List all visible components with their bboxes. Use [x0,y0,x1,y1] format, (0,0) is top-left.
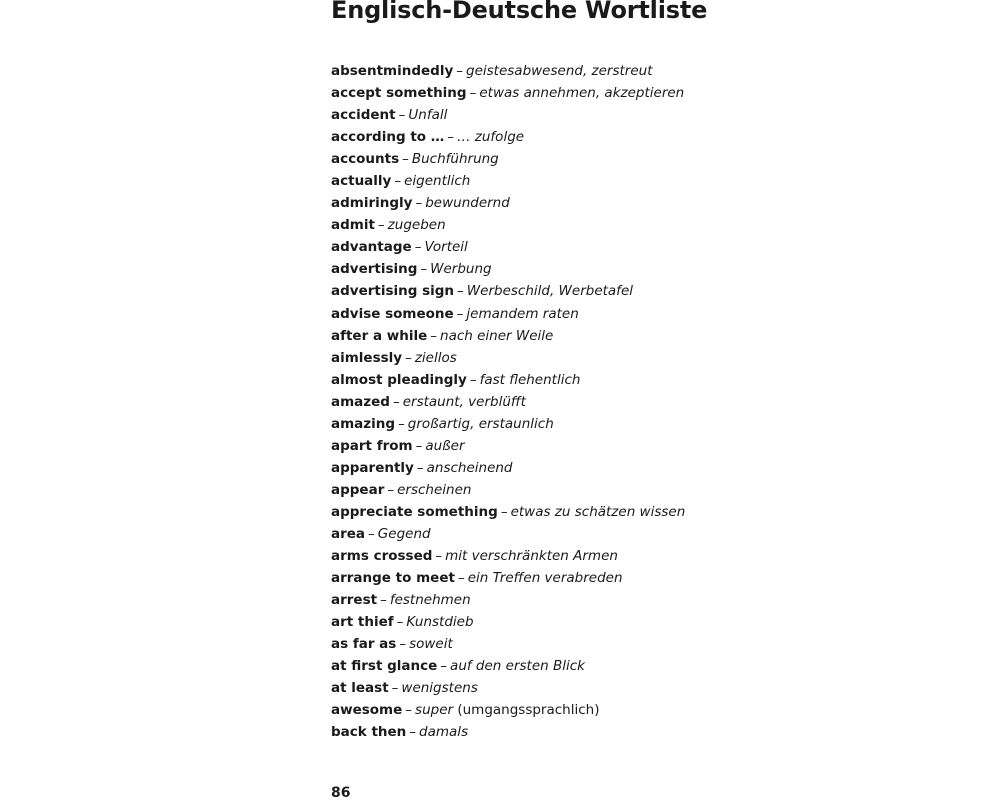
entry-translation: … zufolge [457,129,525,146]
entry-translation: Vorteil [424,239,468,256]
entry-translation: auf den ersten Blick [450,658,585,675]
entry-translation: Werbeschild, Werbetafel [466,283,633,300]
list-item [331,214,685,236]
list-item [331,633,685,655]
list-item [331,545,685,567]
list-item [331,104,685,126]
entry-term: accident [331,107,396,124]
entry-translation: etwas annehmen, akzeptieren [479,85,685,102]
entry-term: after a while [331,327,428,344]
entry-translation: festnehmen [389,592,471,609]
entry-term: admit [331,217,375,234]
entry-term: advantage [331,239,412,256]
entry-translation: ein Treffen verabreden [467,570,623,587]
entry-separator: – [391,680,399,697]
entry-translation: Kunstdieb [406,614,474,631]
word-list [331,60,685,743]
entry-translation: wenigstens [401,680,478,697]
entry-term: accept something [331,85,467,102]
list-item [331,391,685,413]
entry-term: arms crossed [331,548,433,565]
list-item [331,82,685,104]
list-item [331,413,685,435]
entry-term: advertising [331,261,418,278]
entry-term: advertising sign [331,283,455,300]
list-item [331,236,685,258]
list-item [331,479,685,501]
list-item [331,369,685,391]
entry-term: at least [331,680,389,697]
entry-translation: zugeben [387,217,446,234]
entry-term: as far as [331,636,397,653]
entry-translation: Werbung [430,261,492,278]
entry-separator: – [409,724,417,741]
list-item [331,148,685,170]
list-item [331,457,685,479]
list-item [331,347,685,369]
entry-separator: – [469,371,477,388]
entry-separator: – [398,415,405,432]
list-item [331,699,685,721]
list-item [331,589,685,611]
entry-translation: nach einer Weile [440,327,554,344]
list-item [331,501,685,523]
entry-separator: – [414,239,422,256]
entry-translation: etwas zu schätzen wissen [510,503,686,520]
entry-term: back then [331,724,407,741]
entry-separator: – [402,151,409,168]
entry-translation: erscheinen [397,481,472,498]
entry-separator: – [456,63,463,79]
entry-separator: – [456,305,464,322]
list-item [331,60,685,82]
list-item [331,258,685,280]
list-item [331,170,685,192]
entry-term: appear [331,481,385,498]
list-item [331,567,685,589]
entry-separator: – [500,503,508,520]
list-item [331,655,685,677]
entry-separator: – [435,548,443,565]
entry-term: awesome [331,702,403,719]
entry-translation: anscheinend [426,459,513,476]
entry-translation: außer [425,437,465,454]
entry-separator: – [440,658,448,675]
entry-separator: – [387,481,395,498]
entry-term: apparently [331,459,414,476]
list-item [331,677,685,699]
entry-term: appreciate something [331,503,498,520]
entry-term: arrange to meet [331,570,455,587]
list-item [331,523,685,545]
entry-translation: jemandem raten [466,305,579,322]
entry-separator: – [368,525,375,542]
entry-term: amazed [331,393,390,410]
entry-translation: ziellos [414,349,457,366]
entry-translation: großartig, erstaunlich [407,415,554,432]
entry-separator: – [415,437,423,454]
list-item [331,280,685,302]
entry-term: absentmindedly [331,63,454,79]
entry-separator: – [394,173,402,190]
list-item [331,435,685,457]
list-item [331,192,685,214]
entry-separator: – [457,283,464,300]
entry-separator: – [420,261,428,278]
entry-separator: – [416,459,424,476]
entry-separator: – [377,217,385,234]
entry-separator: – [405,349,412,366]
entry-separator: – [457,570,465,587]
entry-term: according to … [331,129,445,146]
entry-term: advise someone [331,305,454,322]
entry-term: almost pleadingly [331,371,467,388]
list-item [331,126,685,148]
entry-separator: – [415,195,423,212]
list-item [331,325,685,347]
entry-translation: geistesabwesend, zerstreut [466,63,653,79]
entry-term: accounts [331,151,400,168]
entry-translation: Gegend [377,525,431,542]
entry-separator: – [447,129,454,146]
entry-separator: – [396,614,404,631]
entry-separator: – [380,592,387,609]
entry-separator: – [405,702,413,719]
entry-translation: Unfall [408,107,448,124]
entry-translation: eigentlich [404,173,471,190]
entry-term: apart from [331,437,413,454]
entry-separator: – [392,393,400,410]
entry-term: admiringly [331,195,413,212]
entry-note: (umgangssprachlich) [457,702,600,719]
entry-separator: – [398,107,406,124]
entry-term: at first glance [331,658,438,675]
entry-translation: mit verschränkten Armen [445,548,618,565]
page-number: 86 [331,785,351,801]
entry-translation: bewundernd [425,195,510,212]
page-title: Englisch-Deutsche Wortliste [331,0,708,24]
entry-separator: – [399,636,407,653]
entry-term: arrest [331,592,378,609]
entry-term: actually [331,173,392,190]
entry-separator: – [469,85,477,102]
entry-term: aimlessly [331,349,403,366]
entry-separator: – [430,327,438,344]
list-item [331,303,685,325]
entry-translation: Buchführung [411,151,499,168]
list-item [331,611,685,633]
list-item [331,721,685,743]
entry-term: amazing [331,415,396,432]
entry-term: art thief [331,614,394,631]
entry-translation: fast flehentlich [479,371,581,388]
entry-term: area [331,525,366,542]
entry-translation: damals [419,724,469,741]
entry-translation: soweit [409,636,453,653]
entry-translation: super [415,702,454,719]
entry-translation: erstaunt, verblüfft [402,393,526,410]
